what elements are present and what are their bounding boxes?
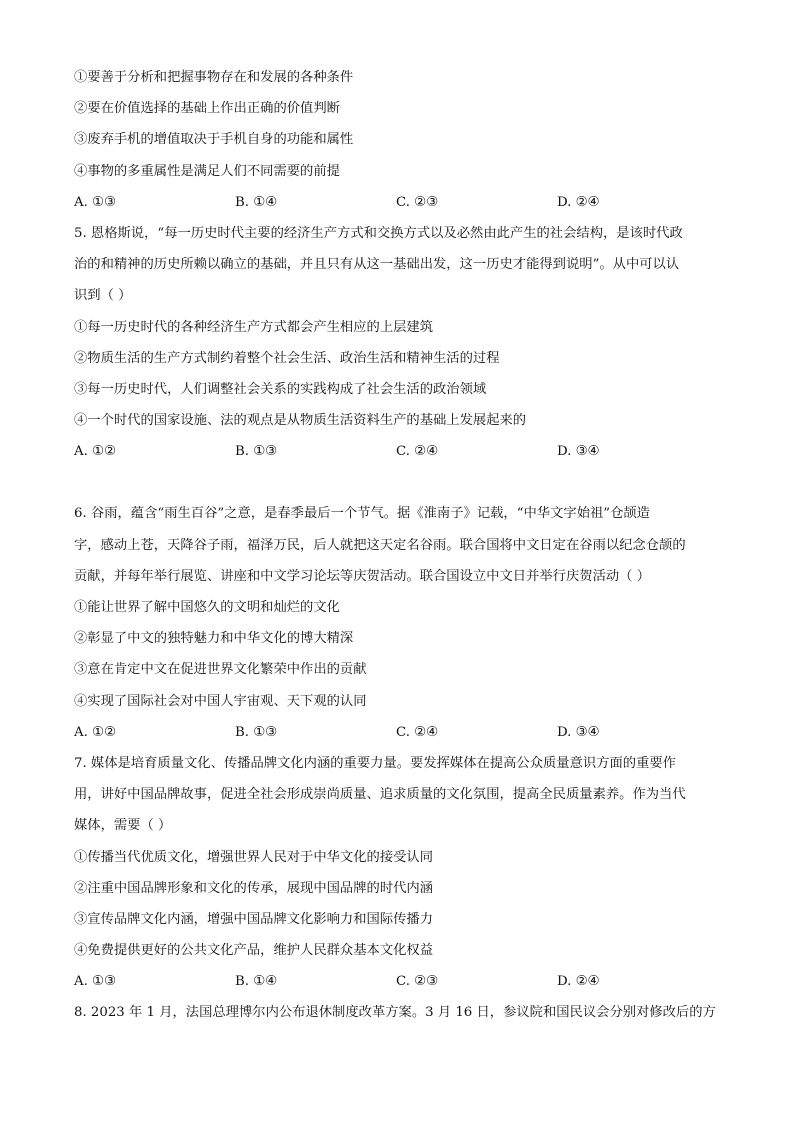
question-stem: 贡献，并每年举行展览、讲座和中文学习论坛等庆贺活动。联合国设立中文日并举行庆贺活动（ ） xyxy=(74,568,650,584)
option-a: A. ①③ xyxy=(74,974,116,990)
statement: ②彰显了中文的独特魅力和中华文化的博大精深 xyxy=(74,631,354,647)
question-stem: 6. 谷雨，蕴含“雨生百谷”之意，是春季最后一个节气。据《淮南子》记载，“中华文字始祖”仓颉造 xyxy=(74,506,650,522)
statement: ④一个时代的国家设施、法的观点是从物质生活资料生产的基础上发展起来的 xyxy=(74,413,527,429)
option-d: D. ②④ xyxy=(557,194,600,210)
statement: ①能让世界了解中国悠久的文明和灿烂的文化 xyxy=(74,600,340,615)
statement: ④免费提供更好的公共文化产品，维护人民群众基本文化权益 xyxy=(74,943,434,959)
spacer xyxy=(74,467,724,498)
question-4-continued xyxy=(74,62,724,218)
question-8 xyxy=(74,997,724,1028)
statement: ②要在价值选择的基础上作出正确的价值判断 xyxy=(74,101,340,117)
question-stem: 7. 媒体是培育质量文化、传播品牌文化内涵的重要力量。要发挥媒体在提高公众质量意识方面的重要作 xyxy=(74,755,676,771)
option-b: B. ①④ xyxy=(235,194,278,210)
statement: ③意在肯定中文在促进世界文化繁荣中作出的贡献 xyxy=(74,662,367,678)
question-stem: 8. 2023 年 1 月，法国总理博尔内公布退休制度改革方案。3 月 16 日，参议院和国民议会分别对修改后的方 xyxy=(74,1005,716,1021)
answer-options xyxy=(74,717,724,748)
question-6 xyxy=(74,498,724,748)
question-stem: 5. 恩格斯说，“每一历史时代主要的经济生产方式和交换方式以及必然由此产生的社会结构，是该时代政 xyxy=(74,225,683,241)
statement: ③每一历史时代，人们调整社会关系的实践构成了社会生活的政治领域 xyxy=(74,381,487,397)
option-c: C. ②④ xyxy=(396,444,438,460)
option-d: D. ③④ xyxy=(557,444,600,460)
statement: ①每一历史时代的各种经济生产方式都会产生相应的上层建筑 xyxy=(74,319,434,335)
option-b: B. ①③ xyxy=(235,444,278,460)
question-stem: 治的和精神的历史所赖以确立的基础，并且只有从这一基础出发，这一历史才能得到说明”。从中可以认 xyxy=(74,257,680,273)
answer-options xyxy=(74,436,724,467)
option-c: C. ②③ xyxy=(396,194,438,210)
question-stem: 用，讲好中国品牌故事，促进全社会形成崇尚质量、追求质量的文化氛围，提高全民质量素养。作为当代 xyxy=(74,787,686,803)
option-a: A. ①② xyxy=(74,724,116,740)
question-7 xyxy=(74,748,724,998)
statement: ④事物的多重属性是满足人们不同需要的前提 xyxy=(74,163,340,179)
question-stem: 媒体，需要（ ） xyxy=(74,818,172,834)
option-b: B. ①④ xyxy=(235,974,278,990)
option-d: D. ③④ xyxy=(557,724,600,740)
option-b: B. ①③ xyxy=(235,724,278,740)
option-c: C. ②③ xyxy=(396,974,438,990)
statement: ②物质生活的生产方式制约着整个社会生活、政治生活和精神生活的过程 xyxy=(74,350,500,366)
question-stem: 识到（ ） xyxy=(74,288,132,304)
question-stem: 字，感动上苍，天降谷子雨，福泽万民，后人就把这天定名谷雨。联合国将中文日定在谷雨以纪念仓颉的 xyxy=(74,537,686,553)
answer-options xyxy=(74,966,724,997)
statement: ③废弃手机的增值取决于手机自身的功能和属性 xyxy=(74,132,354,148)
statement: ②注重中国品牌形象和文化的传承，展现中国品牌的时代内涵 xyxy=(74,880,434,896)
answer-options xyxy=(74,187,724,218)
option-c: C. ②④ xyxy=(396,724,438,740)
statement: ①传播当代优质文化，增强世界人民对于中华文化的接受认同 xyxy=(74,849,434,865)
option-a: A. ①③ xyxy=(74,194,116,210)
statement: ④实现了国际社会对中国人宇宙观、天下观的认同 xyxy=(74,693,367,709)
question-5 xyxy=(74,218,724,468)
option-d: D. ②④ xyxy=(557,974,600,990)
exam-page xyxy=(74,62,724,1029)
statement: ③宣传品牌文化内涵，增强中国品牌文化影响力和国际传播力 xyxy=(74,911,434,927)
statement: ①要善于分析和把握事物存在和发展的各种条件 xyxy=(74,70,354,85)
option-a: A. ①② xyxy=(74,444,116,460)
